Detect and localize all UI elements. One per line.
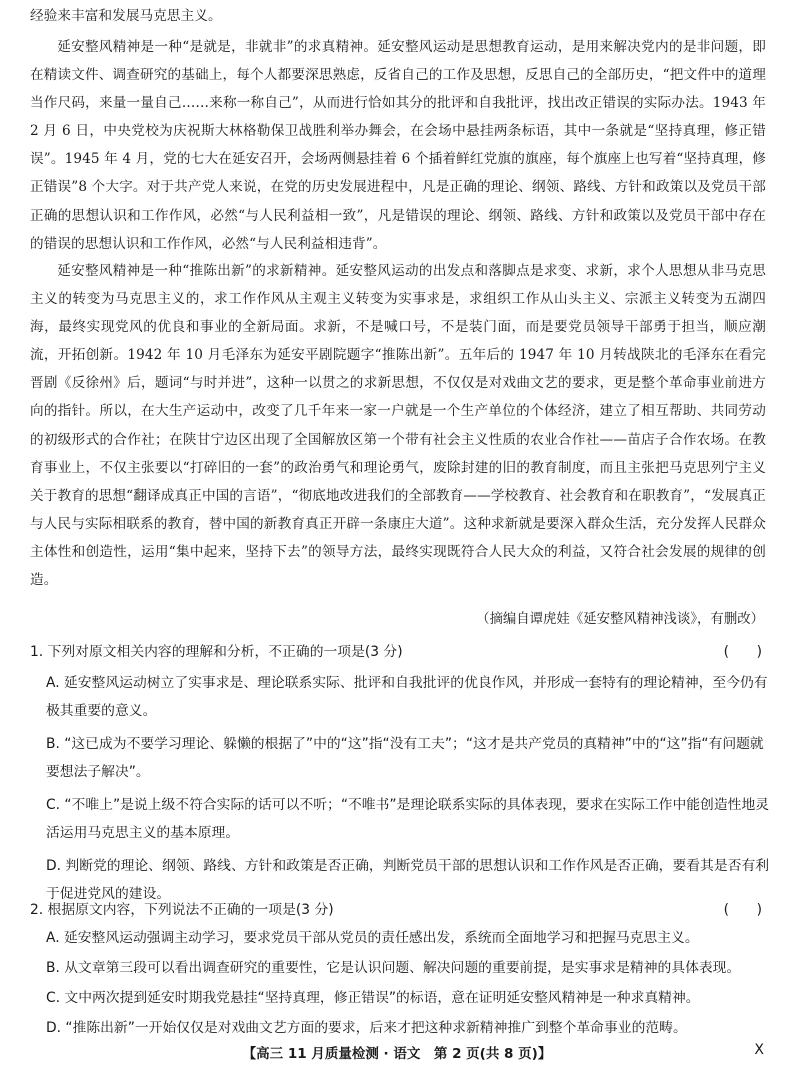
page-footer: 【高三 11 月质量检测 · 语文 第 2 页(共 8 页)】	[242, 1046, 552, 1062]
option-b: B. 从文章第三段可以看出调查研究的重要性，它是认识问题、解决问题的重要前提，是实事求是精神的具体表现。	[46, 960, 741, 976]
question-stem	[30, 898, 770, 922]
question-stem-text: 1. 下列对原文相关内容的理解和分析，不正确的一项是(3 分)	[30, 644, 403, 660]
paper-version-code: X	[754, 1042, 764, 1058]
option-b: B. “这已成为不要学习理论、躲懒的根据了”中的“这”指“没有工夫”；“这才是共产党员的真精神”中的“这”指“有问题就要想法子解决”。	[46, 736, 764, 780]
answer-blank: ( )	[723, 644, 762, 660]
option-d: D. “推陈出新”一开始仅仅是对戏曲文艺方面的要求，后来才把这种求新精神推广到整个革命事业的范畴。	[46, 1020, 687, 1036]
article-paragraph-continued: 经验来丰富和发展马克思主义。	[30, 8, 222, 24]
option-c: C. “不唯上”是说上级不符合实际的话可以不听；“不唯书”是理论联系实际的具体表现，要求在实际工作中能创造性地灵活运用马克思主义的基本原理。	[46, 797, 770, 841]
option-a: A. 延安整风运动树立了实事求是、理论联系实际、批评和自我批评的优良作风，并形成一套特有的理论精神，至今仍有极其重要的意义。	[46, 675, 768, 719]
option-c: C. 文中两次提到延安时期我党悬挂“坚持真理，修正错误”的标语，意在证明延安整风精神是一种求真精神。	[46, 990, 700, 1006]
article-paragraph-innovation: 延安整风精神是一种“推陈出新”的求新精神。延安整风运动的出发点和落脚点是求变、求新，求个人思想从非马克思主义的转变为马克思主义的，求工作作风从主观主义转变为实事求是，求组织工作从山头主义、宗派主义转变为五湖四海，最终实现党风的优良和事业的全新局面。求新，不是喊口号，不是装门面，而是要党员领导干部勇于担当，顺应潮流，开拓创新。1942 年 10 月毛泽东为延安平剧院题字“推陈出新”。五年后的 1947 年 10 月转战陕北的毛泽东在看完晋剧《反徐州》后，题词“与时并进”，这种一以贯之的求新思想，不仅仅是对戏曲文艺的要求，更是整个革命事业前进方向的指针。所以，在大生产运动中，改变了几千年来一家一户就是一个生产单位的个体经济，建立了相互帮助、共同劳动的初级形式的合作社；在陕甘宁边区出现了全国解放区第一个带有社会主义性质的农业合作社——苗店子合作农场。在教育事业上，不仅主张要以“打碎旧的一套”的政治勇气和理论勇气，废除封建的旧的教育制度，而且主张把马克思列宁主义关于教育的思想“翻译成真正中国的言语”，“彻底地改进我们的全部教育——学校教育、社会教育和在职教育”，“发展真正与人民与实际相联系的教育，替中国的新教育真正开辟一条康庄大道”。这种求新就是要深入群众生活，充分发挥人民群众主体性和创造性，运用“集中起来，坚持下去”的领导方法，最终实现既符合人民大众的利益，又符合社会发展的规律的创造。	[30, 263, 766, 589]
question-stem	[30, 640, 770, 664]
question-1	[30, 640, 770, 908]
option-a: A. 延安整风运动强调主动学习，要求党员干部从党员的责任感出发，系统而全面地学习和把握马克思主义。	[46, 930, 699, 946]
question-2	[30, 898, 770, 1042]
article-source: （摘编自谭虎娃《延安整风精神浅谈》，有删改）	[476, 612, 764, 627]
article-paragraph-truth-seeking: 延安整风精神是一种“是就是，非就非”的求真精神。延安整风运动是思想教育运动，是用来解决党内的是非问题，即在精读文件、调查研究的基础上，每个人都要深思熟虑，反省自己的工作及思想，反思自己的全部历史，“把文件中的道理当作尺码，来量一量自己……来称一称自己”，从而进行恰如其分的批评和自我批评，找出改正错误的实际办法。1943 年 2 月 6 日，中央党校为庆祝斯大林格勒保卫战胜利举办舞会，在会场中悬挂两条标语，其中一条就是“坚持真理，修正错误”。1945 年 4 月，党的七大在延安召开，会场两侧悬挂着 6 个插着鲜红党旗的旗座，每个旗座上也写着“坚持真理，修正错误”8 个大字。对于共产党人来说，在党的历史发展进程中，凡是正确的理论、纲领、路线、方针和政策以及党员干部正确的思想认识和工作作风，必然“与人民利益相一致”，凡是错误的理论、纲领、路线、方针和政策以及党员干部中存在的错误的思想认识和工作作风，必然“与人民利益相违背”。	[30, 39, 766, 252]
question-stem-text: 2. 根据原文内容，下列说法不正确的一项是(3 分)	[30, 902, 334, 918]
option-d: D. 判断党的理论、纲领、路线、方针和政策是否正确，判断党员干部的思想认识和工作作风是否正确，要看其是否有利于促进党风的建设。	[46, 858, 770, 902]
answer-blank: ( )	[723, 902, 762, 918]
